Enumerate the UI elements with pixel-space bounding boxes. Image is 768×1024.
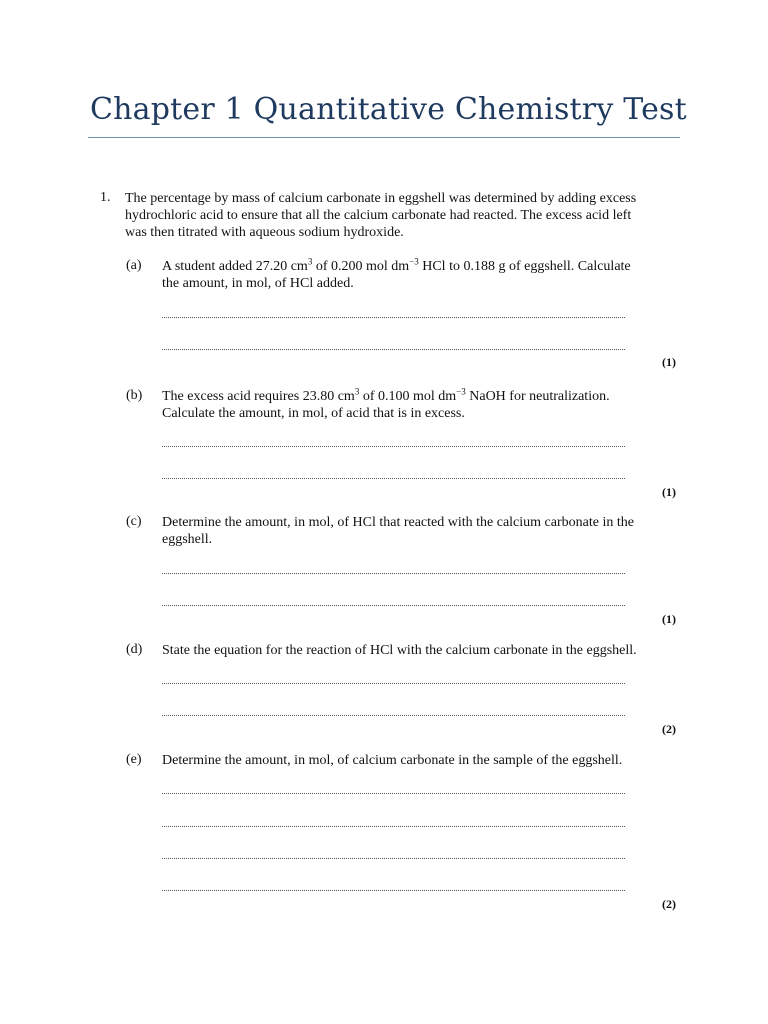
answer-line[interactable] [162, 317, 625, 318]
part-a-text-2: of 0.200 mol dm [312, 259, 410, 274]
part-c-mark: (1) [662, 612, 676, 626]
part-d-label: (d) [126, 642, 143, 657]
part-a-mark: (1) [662, 355, 676, 369]
answer-line[interactable] [162, 826, 625, 827]
answer-line[interactable] [162, 446, 625, 447]
part-a-text-1: A student added 27.20 cm [162, 259, 308, 274]
answer-line[interactable] [162, 858, 625, 859]
part-b-sup-2: −3 [456, 386, 466, 397]
part-a-text-3: HCl to 0.188 g of eggshell. Calculate the amount, in mol, of HCl added. [162, 259, 631, 291]
part-d-text: State the equation for the reaction of HCl with the calcium carbonate in the eggshell. [162, 643, 637, 658]
part-b-sup-1: 3 [354, 386, 360, 397]
part-c-label: (c) [126, 514, 142, 529]
answer-line[interactable] [162, 715, 625, 716]
part-e-text: Determine the amount, in mol, of calcium carbonate in the sample of the eggshell. [162, 753, 623, 768]
page-title: Chapter 1 Quantitative Chemistry Test [90, 92, 687, 127]
part-b-label: (b) [126, 388, 143, 403]
part-b-text-3: NaOH for neutralization. Calculate the amount, in mol, of acid that is in excess. [162, 389, 610, 421]
answer-line[interactable] [162, 573, 625, 574]
part-b-text-1: The excess acid requires 23.80 cm [162, 389, 355, 404]
question-number: 1. [100, 190, 111, 205]
part-b-text [162, 388, 642, 422]
answer-line[interactable] [162, 890, 625, 891]
part-b-text-2: of 0.100 mol dm [359, 389, 457, 404]
part-e-mark: (2) [662, 897, 676, 911]
part-d-mark: (2) [662, 722, 676, 736]
part-a-sup-2: −3 [409, 256, 419, 267]
part-e-label: (e) [126, 752, 142, 767]
answer-line[interactable] [162, 349, 625, 350]
part-a-text [162, 258, 642, 292]
part-b-mark: (1) [662, 485, 676, 499]
part-a-label: (a) [126, 258, 142, 273]
answer-line[interactable] [162, 683, 625, 684]
answer-line[interactable] [162, 793, 625, 794]
question-stem: The percentage by mass of calcium carbonate in eggshell was determined by adding excess hydrochloric acid to ensure that all the calcium carbonate had reacted. The excess acid left was then titrated with aqueous sodium hydroxide. [125, 191, 637, 240]
part-c-text: Determine the amount, in mol, of HCl that reacted with the calcium carbonate in the eggshell. [162, 515, 634, 547]
part-a-sup-1: 3 [307, 256, 313, 267]
title-underline [88, 137, 680, 138]
answer-line[interactable] [162, 605, 625, 606]
answer-line[interactable] [162, 478, 625, 479]
